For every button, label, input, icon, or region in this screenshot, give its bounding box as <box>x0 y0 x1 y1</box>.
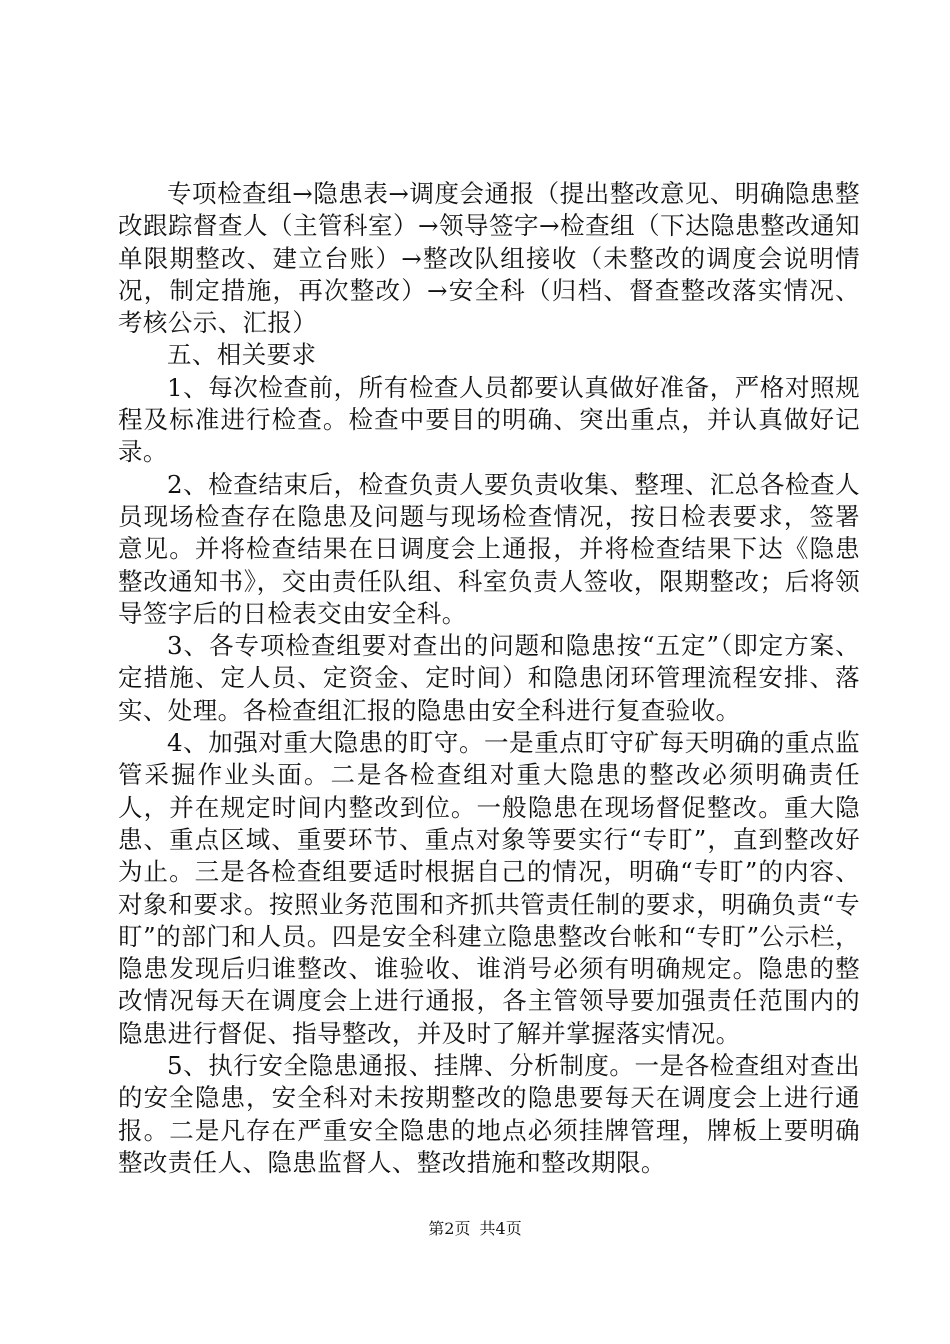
paragraph-requirement-4: 4、加强对重大隐患的盯守。一是重点盯守矿每天明确的重点监管采掘作业头面。二是各检查组对重大隐患的整改必须明确责任人，并在规定时间内整改到位。一般隐患在现场督促整改。重大隐患、重点区域、重要环节、重点对象等要实行“专盯”，直到整改好为止。三是各检查组要适时根据自己的情况，明确“专盯”的内容、对象和要求。按照业务范围和齐抓共管责任制的要求，明确负责“专盯”的部门和人员。四是安全科建立隐患整改台帐和“专盯”公示栏，隐患发现后归谁整改、谁验收、谁消号必须有明确规定。隐患的整改情况每天在调度会上进行通报，各主管领导要加强责任范围内的隐患进行督促、指导整改，并及时了解并掌握落实情况。 <box>118 728 860 1048</box>
section-heading: 五、相关要求 <box>167 340 317 370</box>
document-body <box>118 178 860 1179</box>
paragraph-flow: 专项检查组→隐患表→调度会通报（提出整改意见、明确隐患整改跟踪督查人（主管科室）→领导签字→检查组（下达隐患整改通知单限期整改、建立台账）→整改队组接收（未整改的调度会说明情况，制定措施，再次整改）→安全科（归档、督查整改落实情况、考核公示、汇报） <box>118 179 860 338</box>
paragraph-requirement-2: 2、检查结束后，检查负责人要负责收集、整理、汇总各检查人员现场检查存在隐患及问题与现场检查情况，按日检表要求，签署意见。并将检查结果在日调度会上通报，并将检查结果下达《隐患整改通知书》，交由责任队组、科室负责人签收，限期整改；后将领导签字后的日检表交由安全科。 <box>118 469 860 628</box>
page-total: 共4页 <box>479 1219 522 1238</box>
paragraph-requirement-5: 5、执行安全隐患通报、挂牌、分析制度。一是各检查组对查出的安全隐患，安全科对未按期整改的隐患要每天在调度会上进行通报。二是凡存在严重安全隐患的地点必须挂牌管理，牌板上要明确整改责任人、隐患监督人、整改措施和整改期限。 <box>118 1051 860 1177</box>
page-number: 第2页 <box>428 1219 471 1238</box>
paragraph-requirement-1: 1、每次检查前，所有检查人员都要认真做好准备，严格对照规程及标准进行检查。检查中要目的明确、突出重点，并认真做好记录。 <box>118 372 860 467</box>
page-footer <box>0 1216 950 1239</box>
paragraph-requirement-3: 3、各专项检查组要对查出的问题和隐患按“五定”（即定方案、定措施、定人员、定资金、定时间）和隐患闭环管理流程安排、落实、处理。各检查组汇报的隐患由安全科进行复查验收。 <box>118 631 860 725</box>
